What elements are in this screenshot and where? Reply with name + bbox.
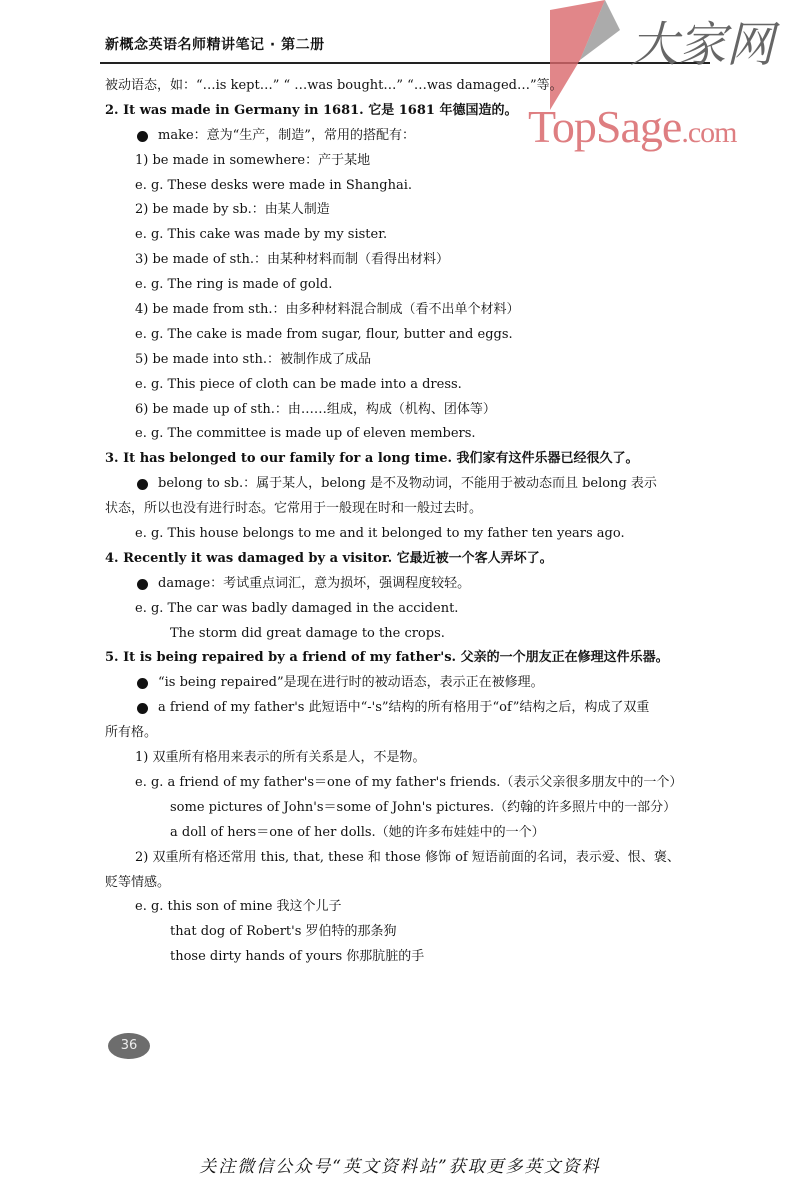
line-text: damage：考试重点词汇，意为损坏，强调程度较轻。 (158, 575, 471, 591)
text-line (0, 721, 800, 746)
line-text: that dog of Robert's 罗伯特的那条狗 (170, 924, 397, 940)
bullet-item (0, 572, 800, 597)
line-text: 5) be made into sth.：被制作成了成品 (135, 351, 371, 367)
text-line (0, 920, 800, 945)
page-number: 36 (108, 1033, 150, 1059)
text-line (0, 223, 800, 248)
body-text (0, 74, 800, 970)
section-heading (0, 447, 800, 472)
text-line (0, 771, 800, 796)
line-text: The storm did great damage to the crops. (170, 625, 445, 641)
line-text: e. g. This cake was made by my sister. (135, 227, 388, 243)
running-header: 新概念英语名师精讲笔记 · 第二册 (105, 37, 325, 53)
text-line (0, 174, 800, 199)
bullet-icon (137, 678, 148, 689)
text-line (0, 422, 800, 447)
section-heading (0, 547, 800, 572)
text-line (0, 746, 800, 771)
text-line (0, 248, 800, 273)
line-text: some pictures of John's＝some of John's pictures.（约翰的许多照片中的一部分） (170, 799, 677, 815)
text-line (0, 597, 800, 622)
line-text: a friend of my father's 此短语中“-'s”结构的所有格用于“of”结构之后，构成了双重 (158, 700, 650, 716)
text-line (0, 298, 800, 323)
line-text: 所有格。 (105, 725, 158, 741)
line-text: belong to sb.：属于某人，belong 是不及物动词，不能用于被动态而且 belong 表示 (158, 476, 657, 492)
line-text: e. g. a friend of my father's＝one of my father's friends.（表示父亲很多朋友中的一个） (135, 774, 683, 790)
line-text: e. g. The ring is made of gold. (135, 277, 333, 293)
line-text: 2. It was made in Germany in 1681. 它是 1681 年德国造的。 (105, 102, 518, 118)
bullet-icon (137, 703, 148, 714)
line-text: 贬等情感。 (105, 874, 171, 890)
line-text: e. g. The committee is made up of eleven members. (135, 426, 476, 442)
line-text: those dirty hands of yours 你那肮脏的手 (170, 949, 425, 965)
text-line (0, 398, 800, 423)
text-line (0, 273, 800, 298)
bullet-item (0, 472, 800, 497)
text-line (0, 74, 800, 99)
line-text: 1) 双重所有格用来表示的所有关系是人，不是物。 (135, 750, 426, 766)
bullet-icon (137, 579, 148, 590)
watermark-site: TopSage.com (528, 101, 737, 152)
line-text: 1) be made in somewhere：产于某地 (135, 152, 371, 168)
line-text: 4. Recently it was damaged by a visitor. 它最近被一个客人弄坏了。 (105, 550, 553, 566)
text-line (0, 348, 800, 373)
line-text: 状态，所以也没有进行时态。它常用于一般现在时和一般过去时。 (105, 501, 483, 517)
bullet-item (0, 696, 800, 721)
section-heading (0, 646, 800, 671)
watermark-cn: 大家网 (630, 17, 775, 73)
line-text: “is being repaired”是现在进行时的被动语态，表示正在被修理。 (158, 675, 544, 691)
line-text: e. g. this son of mine 我这个儿子 (135, 899, 342, 915)
text-line (0, 846, 800, 871)
text-line (0, 895, 800, 920)
line-text: e. g. The car was badly damaged in the accident. (135, 600, 459, 616)
line-text: 被动语态，如：“…is kept…” “ …was bought…” “…was damaged…”等。 (105, 78, 563, 93)
section-heading (0, 99, 800, 124)
text-line (0, 149, 800, 174)
text-line (0, 198, 800, 223)
line-text: 5. It is being repaired by a friend of my father's. 父亲的一个朋友正在修理这件乐器。 (105, 650, 669, 666)
text-line (0, 373, 800, 398)
text-line (0, 323, 800, 348)
text-line (0, 796, 800, 821)
line-text: 6) be made up of sth.：由……组成，构成（机构、团体等） (135, 401, 496, 417)
line-text: e. g. The cake is made from sugar, flour, butter and eggs. (135, 326, 513, 342)
bullet-icon (137, 479, 148, 490)
bullet-item (0, 124, 800, 149)
line-text: 2) be made by sb.：由某人制造 (135, 202, 330, 218)
line-text: 3) be made of sth.：由某种材料而制（看得出材料） (135, 252, 450, 268)
line-text: make：意为“生产，制造”，常用的搭配有： (158, 127, 415, 143)
line-text: e. g. These desks were made in Shanghai. (135, 177, 413, 193)
text-line (0, 871, 800, 896)
bullet-icon (137, 131, 148, 142)
line-text: e. g. This piece of cloth can be made into a dress. (135, 376, 462, 392)
text-line (0, 522, 800, 547)
text-line (0, 622, 800, 647)
bullet-item (0, 671, 800, 696)
line-text: 2) 双重所有格还常用 this, that, these 和 those 修饰 of 短语前面的名词，表示爱、恨、褒、 (135, 849, 680, 865)
footer-note: 关注微信公众号“英文资料站”获取更多英文资料 (199, 1157, 601, 1177)
line-text: 3. It has belonged to our family for a long time. 我们家有这件乐器已经很久了。 (105, 451, 639, 467)
text-line (0, 945, 800, 970)
line-text: a doll of hers＝one of her dolls.（她的许多布娃娃中的一个） (170, 824, 545, 840)
text-line (0, 821, 800, 846)
text-line (0, 497, 800, 522)
line-text: e. g. This house belongs to me and it belonged to my father ten years ago. (135, 526, 625, 542)
line-text: 4) be made from sth.：由多种材料混合制成（看不出单个材料） (135, 302, 520, 318)
